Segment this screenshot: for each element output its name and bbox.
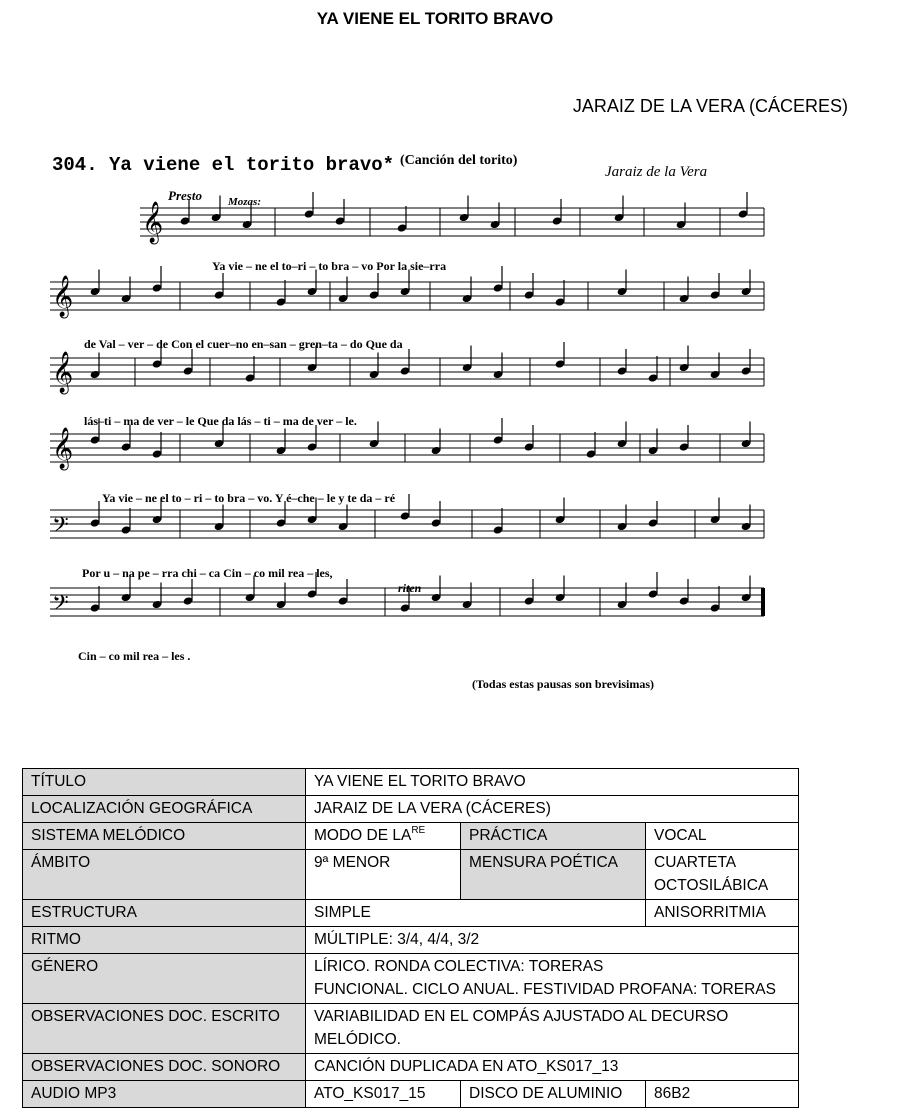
table-row — [23, 823, 799, 850]
table-row — [23, 796, 799, 823]
mode-superscript: RE — [411, 825, 426, 836]
score-place: Jaraiz de la Vera — [605, 164, 708, 180]
page-title: YA VIENE EL TORITO BRAVO — [316, 9, 554, 28]
table-row — [23, 927, 799, 954]
value-line: VARIABILIDAD EN EL COMPÁS AJUSTADO AL DECURSO — [314, 1008, 729, 1025]
sub-value — [646, 850, 799, 900]
sub-label: DISCO DE ALUMINIO — [461, 1081, 646, 1108]
bass-clef-icon: 𝄢 — [52, 513, 69, 542]
sub-label: PRÁCTICA — [461, 823, 646, 850]
score-footnote: (Todas estas pausas son brevisimas) — [472, 677, 655, 691]
row-label: SISTEMA MELÓDICO — [23, 823, 306, 850]
table-row — [23, 954, 799, 1004]
row-label: LOCALIZACIÓN GEOGRÁFICA — [23, 796, 306, 823]
row-label: GÉNERO — [23, 954, 306, 1004]
lyrics-line: Cin – co mil rea – les . — [78, 649, 191, 663]
row-label: ESTRUCTURA — [23, 900, 306, 927]
lyrics-line: Ya vie – ne el to–ri – to bra – vo Por la sie–rra — [212, 259, 447, 273]
row-value — [306, 823, 461, 850]
sub-value: VOCAL — [646, 823, 799, 850]
table-row — [23, 900, 799, 927]
notes — [52, 192, 765, 620]
treble-clef-icon: 𝄞 — [52, 276, 74, 316]
ritard-marking: riten — [398, 581, 422, 595]
lyrics-line: lás–ti – ma de ver – le Que da lás – ti – ma de ver – le. — [84, 414, 357, 428]
voice-marking: Mozas: — [228, 196, 262, 208]
table-row — [23, 1004, 799, 1054]
final-bar — [761, 588, 765, 616]
treble-clef-icon: 𝄞 — [52, 428, 74, 468]
mode-value: MODO DE LA — [314, 827, 412, 844]
row-value — [306, 954, 799, 1004]
lyrics-line: Ya vie – ne el to – ri – to bra – vo. Y é–che – le y te da – ré — [102, 491, 396, 505]
row-value: CANCIÓN DUPLICADA EN ATO_KS017_13 — [306, 1054, 799, 1081]
row-value: JARAIZ DE LA VERA (CÁCERES) — [306, 796, 799, 823]
score-subtitle: (Canción del torito) — [400, 153, 518, 168]
row-value: YA VIENE EL TORITO BRAVO — [306, 769, 799, 796]
sub-value-line: CUARTETA — [654, 854, 737, 871]
row-label: TÍTULO — [23, 769, 306, 796]
treble-clef-icon: 𝄞 — [52, 352, 74, 392]
tempo-marking: Presto — [168, 188, 202, 203]
row-label: OBSERVACIONES DOC. ESCRITO — [23, 1004, 306, 1054]
row-value: MÚLTIPLE: 3/4, 4/4, 3/2 — [306, 927, 799, 954]
sub-value: 86B2 — [646, 1081, 799, 1108]
row-value: SIMPLE — [306, 900, 646, 927]
row-label: RITMO — [23, 927, 306, 954]
row-label: OBSERVACIONES DOC. SONORO — [23, 1054, 306, 1081]
metadata-table — [22, 768, 799, 1108]
lyrics-line: de Val – ver – de Con el cuer–no en–san – gren–ta – do Que da — [84, 337, 403, 351]
sub-value-line: OCTOSILÁBICA — [654, 877, 769, 894]
row-value: ATO_KS017_15 — [306, 1081, 461, 1108]
row-label: AUDIO MP3 — [23, 1081, 306, 1108]
location-heading: JARAIZ DE LA VERA (CÁCERES) — [572, 96, 848, 116]
value-line: MELÓDICO. — [314, 1031, 401, 1048]
score-heading: 304. Ya viene el torito bravo* — [52, 154, 395, 176]
row-label: ÁMBITO — [23, 850, 306, 900]
table-row — [23, 1081, 799, 1108]
table-row — [23, 1054, 799, 1081]
row-value — [306, 1004, 799, 1054]
treble-clef-icon: 𝄞 — [142, 202, 164, 242]
bass-clef-icon: 𝄢 — [52, 591, 69, 620]
lyrics-line: Por u – na pe – rra chi – ca Cin – co mil rea – les, — [82, 566, 333, 580]
value-line: LÍRICO. RONDA COLECTIVA: TORERAS — [314, 958, 604, 975]
value-line: FUNCIONAL. CICLO ANUAL. FESTIVIDAD PROFANA: TORERAS — [314, 981, 776, 998]
table-row — [23, 850, 799, 900]
sub-label: MENSURA POÉTICA — [461, 850, 646, 900]
sub-value: ANISORRITMIA — [646, 900, 799, 927]
row-value: 9ª MENOR — [306, 850, 461, 900]
table-row — [23, 769, 799, 796]
music-score — [40, 140, 840, 700]
